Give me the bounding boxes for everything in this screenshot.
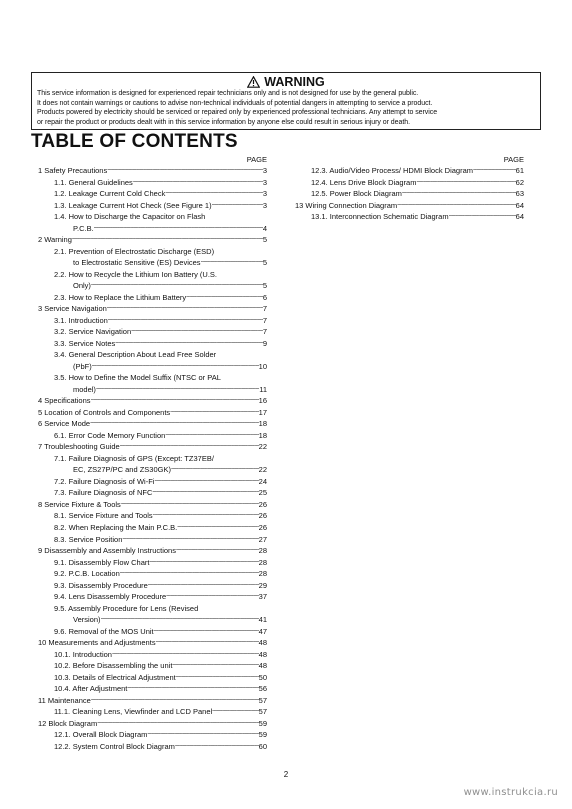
- toc-dot-leader: [416, 177, 515, 189]
- toc-entry-page: 22: [258, 465, 267, 475]
- toc-dot-leader: [165, 188, 263, 200]
- toc-entry[interactable]: [31, 315, 267, 327]
- toc-dot-leader: [131, 326, 263, 338]
- toc-entry-label: 1.4. How to Discharge the Capacitor on Flash: [54, 212, 206, 222]
- toc-entry-label: 7 Troubleshooting Guide: [38, 442, 120, 452]
- toc-entry-page: 59: [258, 730, 267, 740]
- toc-dot-leader: [154, 476, 258, 488]
- toc-entry[interactable]: [31, 718, 267, 730]
- toc-dot-leader: [149, 557, 258, 569]
- toc-entry-page: 64: [515, 212, 524, 222]
- toc-entry[interactable]: [31, 499, 267, 511]
- toc-entry[interactable]: [31, 269, 267, 281]
- toc-dot-leader: [147, 729, 258, 741]
- toc-dot-leader: [120, 441, 259, 453]
- toc-entry-page: 63: [515, 189, 524, 199]
- toc-entry[interactable]: [31, 441, 267, 453]
- toc-entry[interactable]: [31, 257, 267, 269]
- toc-entry[interactable]: [31, 464, 267, 476]
- toc-entry-label: 11.1. Cleaning Lens, Viewfinder and LCD Panel: [54, 707, 213, 717]
- toc-dot-leader: [91, 695, 259, 707]
- toc-entry-page: 11: [259, 384, 267, 394]
- toc-entry[interactable]: [31, 568, 267, 580]
- toc-entry[interactable]: [31, 649, 267, 661]
- toc-entry-label: 6.1. Error Code Memory Function: [54, 430, 166, 440]
- toc-entry-page: 9: [262, 338, 267, 348]
- toc-entry-label: 7.2. Failure Diagnosis of Wi-Fi: [54, 476, 155, 486]
- toc-dot-leader: [107, 165, 263, 177]
- toc-entry[interactable]: [31, 706, 267, 718]
- toc-entry[interactable]: [31, 395, 267, 407]
- toc-dot-leader: [148, 580, 259, 592]
- toc-entry[interactable]: [31, 326, 267, 338]
- toc-dot-leader: [72, 234, 263, 246]
- toc-entry-page: 16: [258, 396, 267, 406]
- toc-entry[interactable]: [31, 741, 267, 753]
- toc-entry[interactable]: [31, 637, 267, 649]
- toc-entry-label: 9 Disassembly and Assembly Instructions: [38, 546, 176, 556]
- toc-entry[interactable]: [31, 430, 267, 442]
- toc-dot-leader: [122, 534, 258, 546]
- toc-entry-label: 12.4. Lens Drive Block Diagram: [311, 177, 417, 187]
- toc-entry-page: 5: [262, 258, 267, 268]
- toc-dot-leader: [91, 395, 259, 407]
- toc-entry-page: 7: [262, 304, 267, 314]
- toc-entry[interactable]: [31, 487, 267, 499]
- toc-entry[interactable]: [31, 303, 267, 315]
- toc-entry-label: 11 Maintenance: [38, 695, 91, 705]
- toc-entry-label: 1.3. Leakage Current Hot Check (See Figure 1): [54, 200, 212, 210]
- toc-dot-leader: [175, 741, 259, 753]
- toc-entry-page: 5: [262, 235, 267, 245]
- toc-entry-page: 4: [262, 223, 267, 233]
- toc-entry-label: 9.3. Disassembly Procedure: [54, 580, 148, 590]
- toc-entry-page: 48: [258, 649, 267, 659]
- toc-entry-page: 26: [258, 511, 267, 521]
- toc-entry-label: 12 Block Diagram: [38, 718, 98, 728]
- toc-entry-page: 41: [258, 615, 267, 625]
- toc-entry-page: 28: [258, 569, 267, 579]
- toc-entry-label: 12.3. Audio/Video Process/ HDMI Block Diagram: [311, 166, 474, 175]
- toc-entry-label: 7.3. Failure Diagnosis of NFC: [54, 488, 153, 498]
- toc-entry-page: 18: [258, 419, 267, 429]
- toc-dot-leader: [152, 487, 258, 499]
- toc-dot-leader: [97, 718, 258, 730]
- toc-entry-page: 3: [262, 166, 267, 175]
- toc-dot-leader: [154, 626, 259, 638]
- toc-entry-label: 7.1. Failure Diagnosis of GPS (Except: TZ37EB/: [54, 453, 214, 463]
- toc-entry-page: 6: [262, 292, 267, 302]
- toc-entry-page: 7: [262, 327, 267, 337]
- toc-entry[interactable]: [31, 626, 267, 638]
- toc-dot-leader: [201, 257, 263, 269]
- toc-entry-page: 57: [258, 707, 267, 717]
- toc-entry[interactable]: [31, 292, 267, 304]
- toc-dot-leader: [165, 430, 258, 442]
- toc-right-column: [288, 155, 524, 223]
- toc-entry[interactable]: [31, 246, 267, 258]
- toc-entry-label: 4 Specifications: [38, 396, 91, 406]
- warning-title-text: WARNING: [264, 75, 325, 89]
- toc-entry-label: 9.1. Disassembly Flow Chart: [54, 557, 150, 567]
- toc-entry-page: 47: [258, 626, 267, 636]
- toc-entry-label: 9.4. Lens Disassembly Procedure: [54, 592, 167, 602]
- toc-entry-page: 60: [258, 741, 267, 751]
- toc-entry-label: 3.2. Service Navigation: [54, 327, 132, 337]
- toc-dot-leader: [166, 591, 259, 603]
- toc-entry-label: Only): [73, 281, 91, 291]
- toc-dot-leader: [90, 418, 259, 430]
- toc-entry-label: 10.1. Introduction: [54, 649, 112, 659]
- toc-entry-page: 27: [258, 534, 267, 544]
- toc-entry-page: 28: [258, 546, 267, 556]
- toc-entry[interactable]: [31, 372, 267, 384]
- toc-entry-label: 10 Measurements and Adjustments: [38, 638, 156, 648]
- toc-entry[interactable]: [31, 603, 267, 615]
- toc-entry-page: 29: [258, 580, 267, 590]
- toc-entry-page: 3: [262, 200, 267, 210]
- toc-entry[interactable]: [288, 177, 524, 189]
- toc-entry[interactable]: [31, 165, 267, 177]
- toc-entry[interactable]: [31, 683, 267, 695]
- toc-entry-label: model): [73, 384, 96, 394]
- watermark: www.instrukcia.ru: [463, 787, 558, 798]
- toc-list-right: [288, 165, 524, 223]
- toc-entry-label: 13 Wiring Connection Diagram: [295, 200, 398, 210]
- toc-entry-label: 8.3. Service Position: [54, 534, 123, 544]
- toc-entry[interactable]: [31, 614, 267, 626]
- toc-entry[interactable]: [31, 672, 267, 684]
- toc-entry-page: 62: [515, 177, 524, 187]
- toc-entry-label: P.C.B.: [73, 223, 94, 233]
- toc-entry-label: 9.6. Removal of the MOS Unit: [54, 626, 154, 636]
- toc-entry[interactable]: [31, 200, 267, 212]
- toc-dot-leader: [115, 338, 263, 350]
- toc-dot-leader: [107, 303, 263, 315]
- toc-entry-label: 6 Service Mode: [38, 419, 91, 429]
- toc-left-column: [31, 155, 267, 752]
- toc-entry-label: 5 Location of Controls and Components: [38, 407, 171, 417]
- toc-entry-label: 12.2. System Control Block Diagram: [54, 741, 175, 751]
- toc-entry-label: 8 Service Fixture & Tools: [38, 499, 121, 509]
- toc-dot-leader: [397, 200, 516, 212]
- toc-entry-page: 25: [258, 488, 267, 498]
- toc-entry-label: 2.3. How to Replace the Lithium Battery: [54, 292, 187, 302]
- toc-entry[interactable]: [31, 188, 267, 200]
- toc-entry-label: 9.5. Assembly Procedure for Lens (Revised: [54, 603, 199, 613]
- toc-entry[interactable]: [31, 695, 267, 707]
- toc-entry-label: 3.1. Introduction: [54, 315, 108, 325]
- toc-entry-label: 12.1. Overall Block Diagram: [54, 730, 148, 740]
- toc-entry[interactable]: [31, 361, 267, 373]
- toc-entry[interactable]: [31, 522, 267, 534]
- toc-dot-leader: [156, 637, 259, 649]
- toc-entry-page: 64: [515, 200, 524, 210]
- toc-dot-leader: [212, 200, 263, 212]
- toc-dot-leader: [172, 660, 258, 672]
- toc-entry-label: to Electrostatic Sensitive (ES) Devices: [73, 258, 201, 268]
- toc-dot-leader: [176, 545, 259, 557]
- toc-entry[interactable]: [31, 418, 267, 430]
- toc-dot-leader: [112, 649, 259, 661]
- toc-entry-page: 7: [262, 315, 267, 325]
- toc-entry[interactable]: [31, 223, 267, 235]
- toc-entry-label: 2 Warning: [38, 235, 72, 245]
- toc-entry-page: 50: [258, 672, 267, 682]
- toc-dot-leader: [96, 384, 259, 396]
- toc-entry[interactable]: [31, 280, 267, 292]
- toc-dot-leader: [133, 177, 263, 189]
- toc-entry-page: 3: [262, 189, 267, 199]
- toc-entry-label: 3.3. Service Notes: [54, 338, 116, 348]
- toc-entry-label: 1 Safety Precautions: [38, 166, 108, 175]
- toc-entry[interactable]: [31, 557, 267, 569]
- toc-entry[interactable]: [288, 165, 524, 177]
- toc-dot-leader: [120, 568, 259, 580]
- toc-entry-label: 1.1. General Guidelines: [54, 177, 133, 187]
- toc-entry-label: 2.2. How to Recycle the Lithium Ion Battery (U.S.: [54, 269, 217, 279]
- toc-entry-label: 3.4. General Description About Lead Free Solder: [54, 350, 217, 360]
- toc-entry[interactable]: [31, 234, 267, 246]
- toc-entry[interactable]: [31, 545, 267, 557]
- toc-entry-page: 56: [258, 684, 267, 694]
- toc-entry-label: 3 Service Navigation: [38, 304, 107, 314]
- toc-entry-label: 3.5. How to Define the Model Suffix (NTSC or PAL: [54, 373, 221, 383]
- warning-title: [37, 75, 535, 89]
- warning-line: It does not contain warnings or cautions to advise non-technical individuals of potential dangers in attempting to service a product.: [37, 99, 433, 107]
- toc-entry[interactable]: [31, 591, 267, 603]
- toc-entry[interactable]: [288, 200, 524, 212]
- toc-entry-label: 8.1. Service Fixture and Tools: [54, 511, 153, 521]
- toc-entry-page: 48: [258, 661, 267, 671]
- warning-line: or repair the product or products dealt with in this service information by anyone else could result in serious injury or death.: [37, 118, 410, 126]
- toc-entry-page: 59: [258, 718, 267, 728]
- toc-entry-page: 26: [258, 522, 267, 532]
- warning-box: [31, 72, 541, 130]
- toc-entry-page: 28: [258, 557, 267, 567]
- toc-entry-page: 5: [262, 281, 267, 291]
- page-column-header: PAGE: [246, 155, 267, 164]
- toc-entry[interactable]: [31, 534, 267, 546]
- toc-dot-leader: [449, 211, 516, 223]
- toc-dot-leader: [176, 672, 259, 684]
- toc-dot-leader: [92, 361, 259, 373]
- toc-entry-page: 3: [262, 177, 267, 187]
- toc-entry-label: Version): [73, 615, 101, 625]
- toc-entry[interactable]: [31, 580, 267, 592]
- toc-entry[interactable]: [31, 338, 267, 350]
- toc-entry-label: 2.1. Prevention of Electrostatic Discharge (ESD): [54, 246, 215, 256]
- warning-line: Products powered by electricity should be serviced or repaired only by experienced professional technicians. Any attempt to service: [37, 109, 438, 117]
- toc-entry[interactable]: [31, 211, 267, 223]
- toc-entry-page: 22: [258, 442, 267, 452]
- toc-entry[interactable]: [288, 188, 524, 200]
- toc-entry[interactable]: [31, 660, 267, 672]
- toc-entry[interactable]: [31, 407, 267, 419]
- toc-entry-label: 8.2. When Replacing the Main P.C.B.: [54, 522, 178, 532]
- toc-dot-leader: [94, 223, 263, 235]
- toc-entry-label: 10.3. Details of Electrical Adjustment: [54, 672, 176, 682]
- toc-dot-leader: [153, 510, 259, 522]
- toc-entry-page: 17: [258, 407, 267, 417]
- toc-list-left: [31, 165, 267, 752]
- toc-entry-label: 9.2. P.C.B. Location: [54, 569, 120, 579]
- page-column-header: PAGE: [503, 155, 524, 164]
- toc-dot-leader: [108, 315, 263, 327]
- toc-entry-page: 48: [258, 638, 267, 648]
- toc-entry[interactable]: [31, 177, 267, 189]
- toc-entry[interactable]: [288, 211, 524, 223]
- toc-dot-leader: [101, 614, 259, 626]
- toc-entry-label: (PbF): [73, 361, 92, 371]
- toc-dot-leader: [186, 292, 263, 304]
- toc-entry[interactable]: [31, 453, 267, 465]
- page-number: 2: [283, 770, 289, 779]
- toc-entry-page: 18: [258, 430, 267, 440]
- toc-dot-leader: [177, 522, 258, 534]
- toc-entry-label: 13.1. Interconnection Schematic Diagram: [311, 212, 449, 222]
- warning-line: This service information is designed for experienced repair technicians only and is not designed for use by the general public.: [37, 90, 419, 97]
- toc-entry-label: 12.5. Power Block Diagram: [311, 189, 402, 199]
- toc-entry-page: 10: [258, 361, 267, 371]
- toc-entry-page: 37: [258, 592, 267, 602]
- toc-dot-leader: [171, 464, 259, 476]
- toc-title: TABLE OF CONTENTS: [31, 131, 238, 152]
- toc-entry-page: 24: [258, 476, 267, 486]
- toc-dot-leader: [473, 165, 516, 177]
- toc-dot-leader: [121, 499, 259, 511]
- toc-dot-leader: [170, 407, 258, 419]
- toc-entry-label: 10.2. Before Disassembling the unit: [54, 661, 173, 671]
- toc-entry[interactable]: [31, 476, 267, 488]
- toc-entry-page: 61: [515, 166, 524, 175]
- toc-entry-page: 57: [258, 695, 267, 705]
- toc-entry-label: 10.4. After Adjustment: [54, 684, 128, 694]
- toc-dot-leader: [402, 188, 516, 200]
- toc-entry[interactable]: [31, 510, 267, 522]
- toc-entry-label: EC, ZS27P/PC and ZS30GK): [73, 465, 171, 475]
- toc-dot-leader: [212, 706, 258, 718]
- toc-entry-page: 26: [258, 499, 267, 509]
- toc-dot-leader: [127, 683, 258, 695]
- warning-triangle-icon: [247, 76, 260, 88]
- toc-dot-leader: [91, 280, 263, 292]
- toc-entry[interactable]: [31, 349, 267, 361]
- toc-entry[interactable]: [31, 384, 267, 396]
- toc-entry-label: 1.2. Leakage Current Cold Check: [54, 189, 166, 199]
- toc-entry[interactable]: [31, 729, 267, 741]
